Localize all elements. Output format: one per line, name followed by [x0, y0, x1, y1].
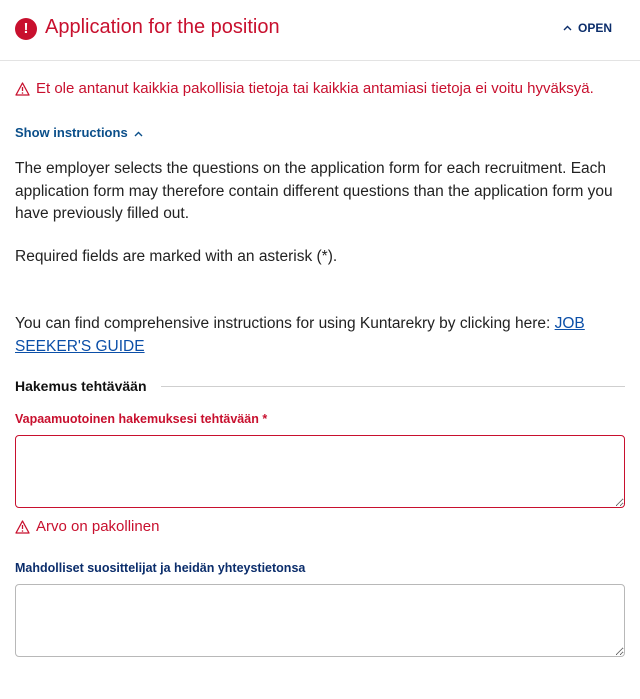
form-error-alert [15, 80, 594, 97]
show-instructions-label: Show instructions [15, 125, 128, 140]
job-seekers-guide-link[interactable]: JOB SEEKER'S GUIDE [15, 315, 585, 355]
references-label: Mahdolliset suosittelijat ja heidän yhteystietonsa [15, 561, 306, 575]
application-panel-header [0, 0, 640, 61]
warning-triangle-icon [15, 82, 30, 96]
chevron-up-icon [563, 23, 572, 34]
show-instructions-toggle[interactable] [15, 125, 143, 140]
guide-paragraph [15, 313, 620, 358]
panel-title: Application for the position [45, 16, 280, 38]
section-divider [161, 386, 625, 387]
section-title: Hakemus tehtävään [15, 378, 147, 394]
field-error-message [15, 518, 159, 535]
form-error-text: Et ole antanut kaikkia pakollisia tietoja tai kaikkia antamiasi tietoja ei voitu hyväksyä. [36, 80, 594, 97]
application-text-field[interactable] [15, 435, 625, 508]
chevron-up-icon [134, 125, 143, 140]
warning-triangle-icon [15, 520, 30, 534]
guide-paragraph-text: You can find comprehensive instructions for using Kuntarekry by clicking here: [15, 315, 555, 332]
section-heading [15, 378, 625, 394]
open-toggle-label: OPEN [577, 21, 612, 35]
required-fields-note: Required fields are marked with an asterisk (*). [15, 248, 338, 265]
references-field[interactable] [15, 584, 625, 657]
error-exclamation-icon: ! [15, 18, 37, 40]
field-error-text: Arvo on pakollinen [36, 518, 160, 535]
instructions-paragraph: The employer selects the questions on the application form for each recruitment. Each application form may therefore contain different questions than the application form you have previously filled out. [15, 160, 613, 222]
application-text-label: Vapaamuotoinen hakemuksesi tehtävään * [15, 412, 268, 426]
open-toggle-button[interactable] [563, 21, 612, 35]
